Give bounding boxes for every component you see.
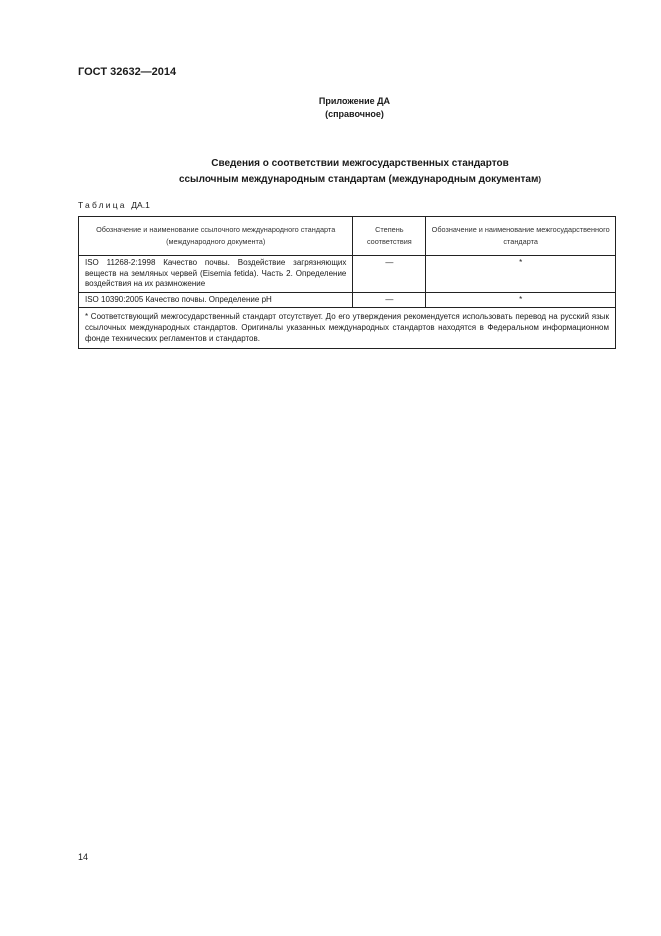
table-caption-word: Таблица bbox=[78, 200, 127, 210]
section-title-line-1: Сведения о соответствии межгосударственных стандартов bbox=[211, 158, 509, 169]
interstate-standard-cell: * bbox=[426, 292, 616, 308]
interstate-standard-cell: * bbox=[426, 256, 616, 293]
annex-heading bbox=[0, 95, 661, 121]
annex-title: Приложение ДА bbox=[318, 96, 391, 106]
annex-kind: (справочное) bbox=[325, 109, 384, 119]
document-code: ГОСТ 32632—2014 bbox=[78, 66, 177, 78]
section-title-line-2-main: ссылочным международным стандартам (международным документам bbox=[178, 174, 539, 185]
page-number: 14 bbox=[78, 852, 89, 862]
column-header-degree: Степень соответствия bbox=[353, 217, 426, 256]
reference-standard-cell: ISO 10390:2005 Качество почвы. Определение pH bbox=[79, 292, 353, 308]
correspondence-table bbox=[78, 216, 616, 349]
table-header-row bbox=[79, 217, 616, 256]
column-header-reference-standard: Обозначение и наименование ссылочного международного стандарта (международного документа) bbox=[79, 217, 353, 256]
degree-cell: — bbox=[353, 256, 426, 293]
table-row bbox=[79, 256, 616, 293]
reference-standard-cell: ISO 11268-2:1998 Качество почвы. Воздействие загрязняющих веществ на земляных червей (Eisemia fetida). Часть 2. Определение воздействия на их размножение bbox=[79, 256, 353, 293]
degree-cell: — bbox=[353, 292, 426, 308]
column-header-interstate-standard: Обозначение и наименование межгосударственного стандарта bbox=[426, 217, 616, 256]
table-footnote-row bbox=[79, 308, 616, 349]
section-title bbox=[120, 156, 600, 188]
table-footnote: * Соответствующий межгосударственный стандарт отсутствует. До его утверждения рекомендуется использовать перевод на русский язык ссылочных международных стандартов. Оригиналы указанных международных стандартов находятся в Федеральном информационном фонде технических регламентов и стандартов. bbox=[79, 308, 616, 349]
table-row bbox=[79, 292, 616, 308]
section-title-line-2-end: ) bbox=[538, 175, 542, 184]
table-caption bbox=[78, 200, 150, 210]
table-caption-number: ДА.1 bbox=[131, 200, 150, 210]
section-title-line-2 bbox=[120, 172, 600, 188]
